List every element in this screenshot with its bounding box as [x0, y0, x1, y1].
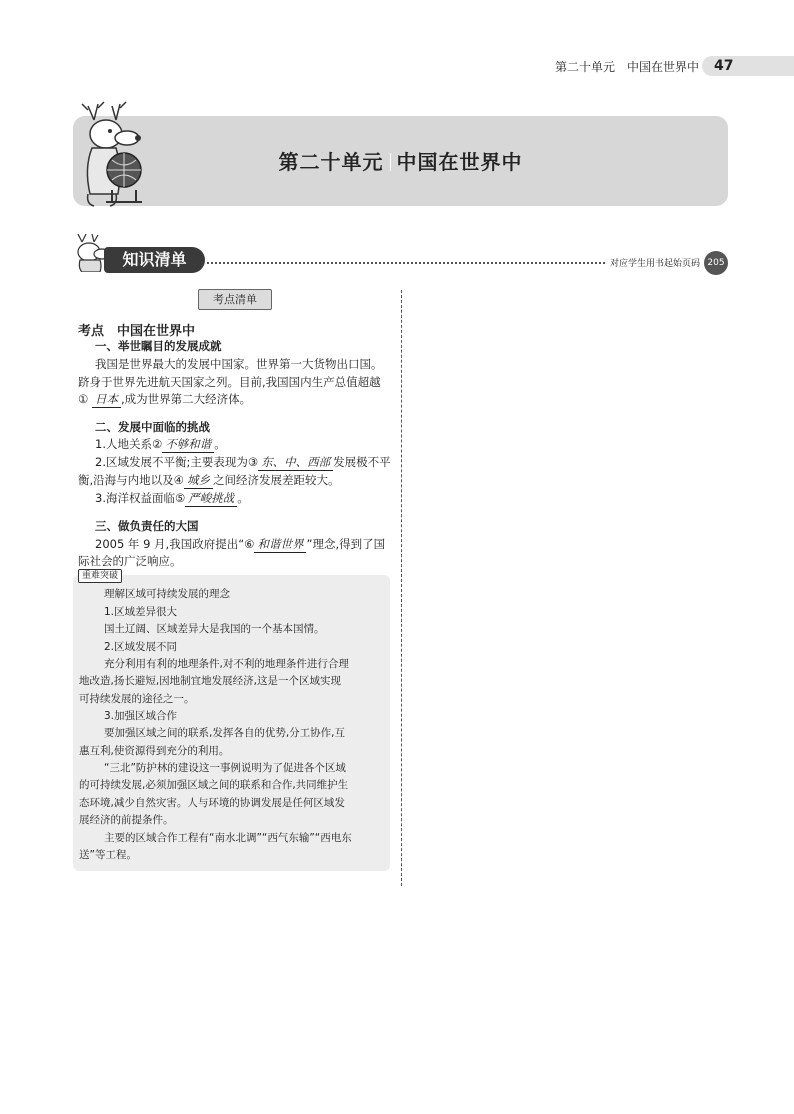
tip-line: 展经济的前提条件。: [79, 814, 174, 826]
section-2-line-2-post: 发展极不平: [333, 455, 391, 469]
column-divider: [401, 290, 402, 886]
reference-page-badge: 205: [704, 251, 728, 275]
tip-line: 1.区域差异很大: [104, 606, 178, 618]
section-2-line-2-pre: 2.区域发展不平衡;主要表现为③: [95, 455, 259, 469]
unit-number: 第二十单元: [278, 150, 384, 174]
tip-line: 的可持续发展,必须加强区域之间的联系和合作,共同维护生: [79, 779, 349, 791]
section-2-line-2: [95, 454, 391, 471]
title-separator: [390, 153, 391, 171]
tip-line: 国土辽阔、区域差异大是我国的一个基本国情。: [104, 623, 325, 635]
section-2-line-3-pre: 衡,沿海与内地以及④: [78, 473, 184, 487]
tip-line: 充分利用有利的地理条件,对不利的地理条件进行合理: [104, 658, 349, 670]
tip-line: “三北”防护林的建设这一事例说明为了促进各个区域: [104, 762, 346, 774]
section-2-line-4: [95, 490, 249, 507]
section-3-line-1-pre: 2005 年 9 月,我国政府提出“⑥: [95, 537, 255, 551]
section-2-line-4-post: 。: [237, 491, 249, 505]
answer-blank-3: 东、中、西部: [258, 454, 333, 471]
page-number-pill: [702, 56, 794, 76]
section-1-line-3: [78, 391, 251, 408]
section-3-line-1: [95, 536, 385, 553]
section-2-line-4-pre: 3.海洋权益面临⑤: [95, 491, 186, 505]
section-1-line-2: 跻身于世界先进航天国家之列。目前,我国国内生产总值超越: [78, 375, 381, 389]
running-title: 第二十单元 中国在世界中: [555, 60, 700, 74]
tip-line: 理解区域可持续发展的理念: [104, 588, 230, 600]
tip-line: 可持续发展的途径之一。: [79, 693, 195, 705]
tip-line: 送”等工程。: [79, 849, 137, 861]
section-1-heading: 一、举世瞩目的发展成就: [95, 339, 222, 353]
answer-blank-2: 不够和谐: [162, 436, 214, 453]
tip-line: 地改造,扬长避短,因地制宜地发展经济,这是一个区域实现: [79, 675, 342, 687]
tip-line: 惠互利,使资源得到充分的利用。: [79, 745, 230, 757]
section-3-line-1-post: ”理念,得到了国: [306, 537, 386, 551]
topic-heading: [78, 320, 195, 339]
section-2-line-1-post: 。: [214, 437, 226, 451]
blank-number: ①: [78, 392, 89, 406]
unit-banner: [73, 116, 728, 206]
tip-line: 态环境,减少自然灾害。人与环境的协调发展是任何区域发: [79, 797, 345, 809]
unit-name: 中国在世界中: [396, 150, 523, 174]
page-number: 47: [714, 58, 734, 74]
topic-title: 中国在世界中: [117, 324, 196, 339]
running-header: [555, 56, 794, 78]
dotted-divider: [207, 262, 605, 264]
tip-line: 主要的区域合作工程有“南水北调”“西气东输”“西电东: [104, 832, 352, 844]
section-2-line-3-post: 之间经济发展差距较大。: [212, 473, 340, 487]
tip-tag: 重难突破: [78, 569, 122, 583]
unit-title: [73, 146, 728, 175]
section-3-line-2: 际社会的广泛响应。: [78, 554, 182, 568]
knowledge-list-label: 知识清单: [104, 247, 205, 273]
tip-line: 2.区域发展不同: [104, 641, 178, 653]
reference-text: 对应学生用书起始页码: [610, 259, 701, 269]
section-1-line-3-text: ,成为世界第二大经济体。: [120, 392, 252, 406]
section-1-line-1: 我国是世界最大的发展中国家。世界第一大货物出口国。: [95, 357, 383, 371]
answer-blank-6: 和谐世界: [254, 536, 306, 553]
tip-line: 3.加强区域合作: [104, 710, 178, 722]
section-2-line-3: [78, 472, 339, 489]
topic-prefix: 考点: [78, 324, 105, 339]
deer-mascot-globe-icon: [72, 98, 152, 210]
answer-blank-1: 日本: [92, 391, 121, 408]
section-2-line-1: [95, 436, 226, 453]
answer-blank-4: 城乡: [184, 472, 213, 489]
section-tag: 考点清单: [198, 289, 272, 310]
answer-blank-5: 严峻挑战: [185, 490, 237, 507]
section-2-heading: 二、发展中面临的挑战: [95, 420, 210, 434]
section-2-line-1-pre: 1.人地关系②: [95, 437, 163, 451]
tip-line: 要加强区域之间的联系,发挥各自的优势,分工协作,互: [104, 727, 346, 739]
section-3-heading: 三、做负责任的大国: [95, 519, 199, 533]
